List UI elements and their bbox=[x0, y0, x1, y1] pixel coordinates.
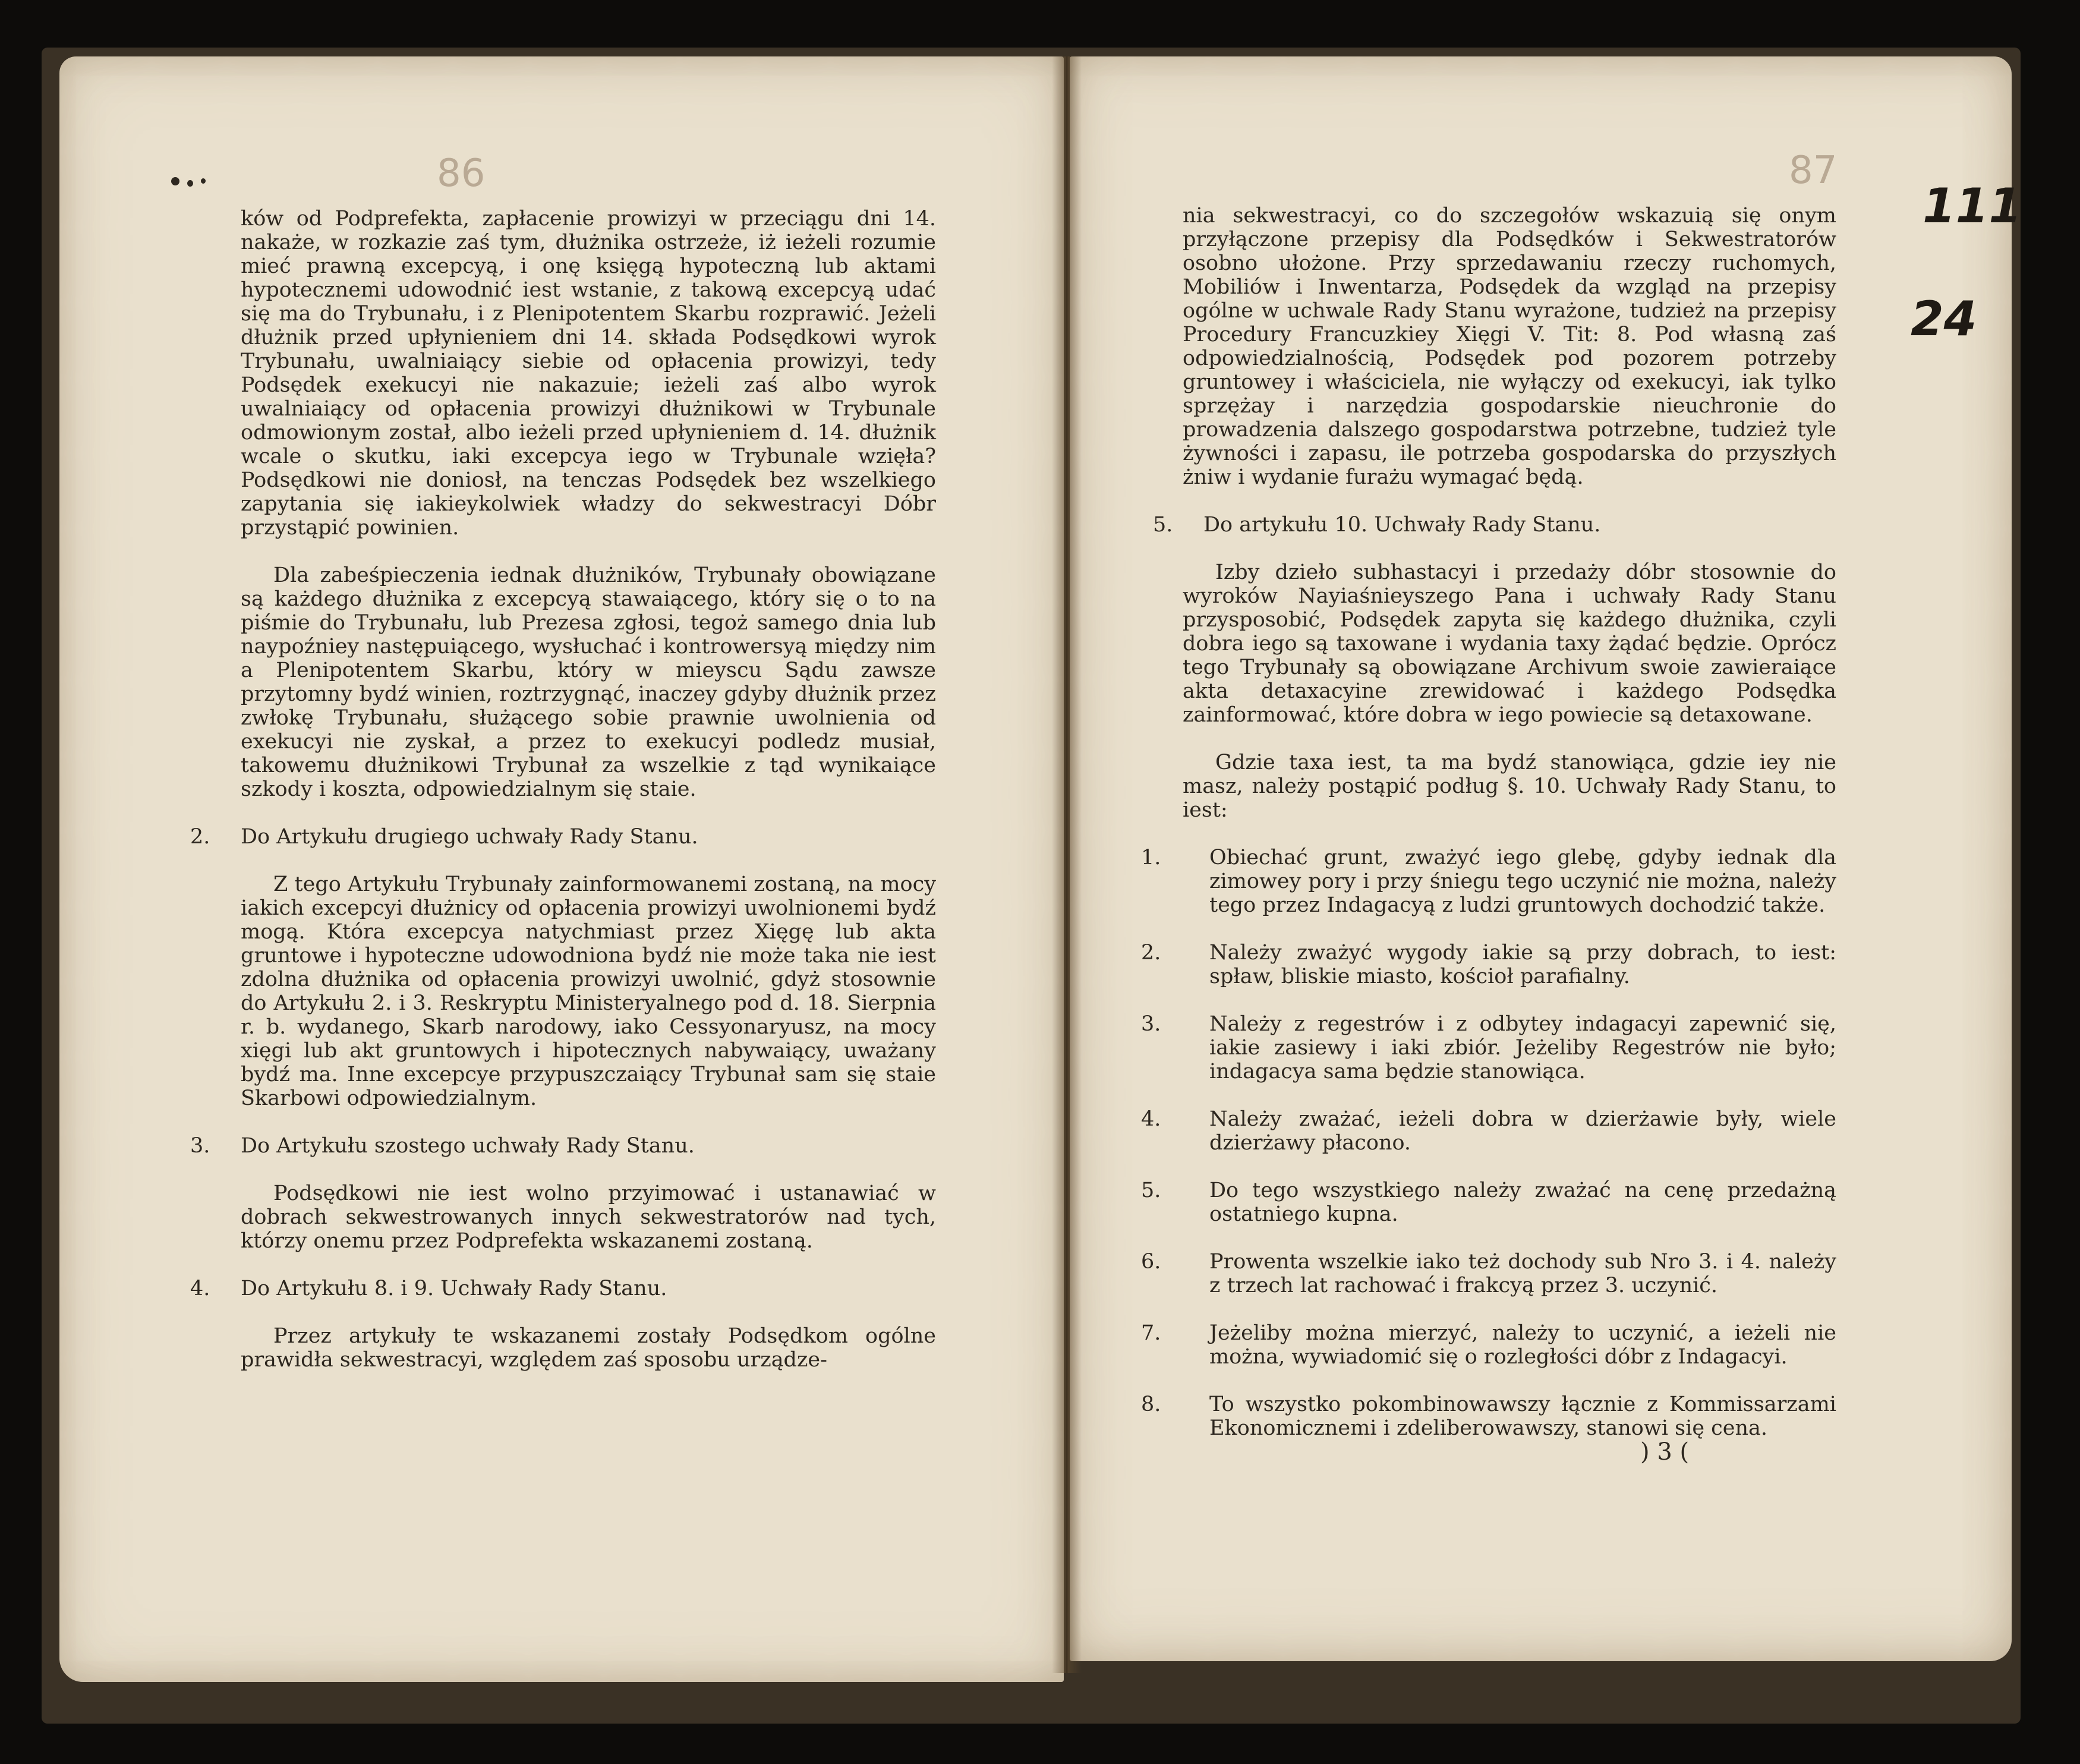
ink-speck bbox=[187, 180, 193, 187]
list-item-number: 8. bbox=[1141, 1393, 1161, 1416]
left-text-column bbox=[190, 207, 936, 1396]
list-item bbox=[1141, 1012, 1836, 1083]
list-item bbox=[1141, 1179, 1836, 1226]
paragraph: nia sekwestracyi, co do szczegołów wskazuią się onym przyłączone przepisy dla Podsędków i Sekwestratorów osobno ułożone. Przy sprzedawaniu rzeczy ruchomych, Mobiliów i Inwentarza, Podsędek da wzgląd na przepisy ogólne w uchwale Rady Stanu wyrażone, tudzież na przepisy Procedury Francuzkiey Xięgi V. Tit: 8. Pod własną zaś odpowiedzialnością, Podsędek pod pozorem potrzeby gruntowey i właściciela, nie wyłączy od exekucyi, iak tylko sprzężay i narzędzia gospodarskie nieuchronie do prowadzenia dalszego gospodarstwa potrzebne, tudzież tyle żywności i zapasu, ile potrzeba gospodarska do przyszłych żniw i wydanie furażu wymagać będą. bbox=[1183, 204, 1836, 489]
paragraph: Podsędkowi nie iest wolno przyimować i ustanawiać w dobrach sekwestrowanych innych sekwestratorów nad tych, którzy onemu przez Podprefekta wskazanemi zostaną. bbox=[241, 1182, 936, 1253]
ink-speck bbox=[171, 177, 179, 185]
list-item bbox=[1141, 1107, 1836, 1155]
list-item-text: Jeżeliby można mierzyć, należy to uczynić, a ieżeli nie można, wywiadomić się o rozległości dóbr z Indagacyi. bbox=[1209, 1321, 1836, 1369]
section-title: Do Artykułu szostego uchwały Rady Stanu. bbox=[241, 1134, 695, 1158]
list-item-text: Obiechać grunt, zważyć iego glebę, gdyby iednak dla zimowey pory i przy śniegu tego uczynić nie można, należy tego przez Indagacyą z ludzi gruntowych dochodzić także. bbox=[1209, 846, 1836, 917]
section-number: 5. bbox=[1153, 513, 1173, 537]
handwritten-mark-24: 24 bbox=[1911, 291, 1977, 346]
right-folio-number: 87 bbox=[1789, 149, 1838, 193]
book-gutter bbox=[1052, 56, 1082, 1673]
list-item-number: 1. bbox=[1141, 846, 1161, 870]
ink-speck bbox=[201, 178, 206, 184]
list-item-text: Prowenta wszelkie iako też dochody sub Nro 3. i 4. należy z trzech lat rachować i frakcyą przez 3. uczynić. bbox=[1209, 1250, 1836, 1297]
list-item-number: 5. bbox=[1141, 1179, 1161, 1202]
section-heading bbox=[1153, 513, 1836, 537]
list-item bbox=[1141, 1393, 1836, 1440]
paragraph: Izby dzieło subhastacyi i przedaży dóbr stosownie do wyroków Nayiaśnieyszego Pana i uchwały Rady Stanu przysposobić, Podsędek zapyta się każdego dłużnika, czyli dobra iego są taxowane i wydania taxy żądać będzie. Oprócz tego Trybunały są obowiązane Archivum swoie zawieraiące akta detaxacyine zrewidować i każdego Podsędka zainformować, które dobra w iego powiecie są detaxowane. bbox=[1183, 560, 1836, 727]
section-heading bbox=[190, 1277, 936, 1300]
page-signature-mark: ) 3 ( bbox=[1640, 1438, 1690, 1466]
list-item bbox=[1141, 941, 1836, 988]
section-number: 4. bbox=[190, 1277, 210, 1300]
section-number: 3. bbox=[190, 1134, 210, 1158]
section-title: Do Artykułu 8. i 9. Uchwały Rady Stanu. bbox=[241, 1277, 667, 1300]
handwritten-mark-111: 111 bbox=[1923, 178, 2022, 234]
list-item-text: Należy zważyć wygody iakie są przy dobrach, to iest: spław, bliskie miasto, kościoł parafialny. bbox=[1209, 941, 1836, 988]
paragraph: Dla zabeśpieczenia iednak dłużników, Trybunały obowiązane są każdego dłużnika z excepcyą stawaiącego, który się o to na piśmie do Trybunału, lub Prezesa zgłosi, tegoż samego dnia lub naypoźniey następuiącego, wysłuchać i kontrowersyą między nim a Plenipotentem Skarbu, który w mieyscu Sądu zawsze przytomny bydź winien, roztrzygnąć, inaczey gdyby dłużnik przez zwłokę Trybunału, służącego sobie prawnie uwolnienia od exekucyi nie zyskał, a przez to exekucyi podledz musiał, takowemu dłużnikowi Trybunał za wszelkie z tąd wynikaiące szkody i koszta, odpowiedzialnym się staie. bbox=[241, 563, 936, 801]
right-text-column bbox=[1141, 204, 1836, 1446]
list-item-number: 2. bbox=[1141, 941, 1161, 965]
paragraph: Przez artykuły te wskazanemi zostały Podsędkom ogólne prawidła sekwestracyi, względem zaś sposobu urządze- bbox=[241, 1324, 936, 1372]
section-title: Do artykułu 10. Uchwały Rady Stanu. bbox=[1203, 513, 1601, 537]
section-title: Do Artykułu drugiego uchwały Rady Stanu. bbox=[241, 825, 698, 849]
section-number: 2. bbox=[190, 825, 210, 849]
list-item-text: Należy zważać, ieżeli dobra w dzierżawie były, wiele dzierżawy płacono. bbox=[1209, 1107, 1836, 1155]
left-folio-number: 86 bbox=[437, 152, 486, 196]
list-item-number: 3. bbox=[1141, 1012, 1161, 1036]
list-item-text: Należy z regestrów i z odbytey indagacyi zapewnić się, iakie zasiewy i iaki zbiór. Jeżeliby Regestrów nie było; indagacya sama będzie stanowiąca. bbox=[1209, 1012, 1836, 1083]
list-item bbox=[1141, 846, 1836, 917]
list-item-text: To wszystko pokombinowawszy łącznie z Kommissarzami Ekonomicznemi i zdeliberowawszy, stanowi się cena. bbox=[1209, 1393, 1836, 1440]
list-item-number: 4. bbox=[1141, 1107, 1161, 1131]
paragraph: ków od Podprefekta, zapłacenie prowizyi w przeciągu dni 14. nakaże, w rozkazie zaś tym, dłużnika ostrzeże, iż ieżeli rozumie mieć prawną excepcyą, i onę księgą hypoteczną lub aktami hypotecznemi udowodnić iest wstanie, z takową excepcyą udać się ma do Trybunału, i z Plenipotentem Skarbu rozprawić. Jeżeli dłużnik przed upłynieniem dni 14. składa Podsędkowi wyrok Trybunału, uwalniaiący siebie od opłacenia prowizyi, tedy Podsędek exekucyi nie nakazuie; ieżeli zaś albo wyrok uwalniaiący od opłacenia prowizyi dłużnikowi w Trybunale odmowionym został, albo ieżeli przed upłynieniem d. 14. dłużnik wcale o skutku, iaki excepcya iego w Trybunale wzięła? Podsędkowi nie doniosł, na tenczas Podsędek bez wszelkiego zapytania się iakieykolwiek władzy do sekwestracyi Dóbr przystąpić powinien. bbox=[241, 207, 936, 540]
section-heading bbox=[190, 825, 936, 849]
list-item bbox=[1141, 1250, 1836, 1297]
list-item bbox=[1141, 1321, 1836, 1369]
paragraph: Z tego Artykułu Trybunały zainformowanemi zostaną, na mocy iakich excepcyi dłużnicy od opłacenia prowizyi uwolnionemi bydź mogą. Która excepcya natychmiast przez Xięgę lub akta gruntowe i hypoteczne udowodniona bydź nie może taka nie iest zdolna dłużnika od opłacenia prowizyi uwolnić, gdyż stosownie do Artykułu 2. i 3. Reskryptu Ministeryalnego pod d. 18. Sierpnia r. b. wydanego, Skarb narodowy, iako Cessyonaryusz, na mocy xięgi lub akt gruntowych i hipotecznych nabywaiący, uważany bydź ma. Inne excepcye przypuszczaiący Trybunał sam się staie Skarbowi odpowiedzialnym. bbox=[241, 872, 936, 1110]
list-item-number: 7. bbox=[1141, 1321, 1161, 1345]
paragraph: Gdzie taxa iest, ta ma bydź stanowiąca, gdzie iey nie masz, należy postąpić podług §. 10. Uchwały Rady Stanu, to iest: bbox=[1183, 751, 1836, 822]
list-item-number: 6. bbox=[1141, 1250, 1161, 1274]
list-item-text: Do tego wszystkiego należy zważać na cenę przedażną ostatniego kupna. bbox=[1209, 1179, 1836, 1226]
section-heading bbox=[190, 1134, 936, 1158]
